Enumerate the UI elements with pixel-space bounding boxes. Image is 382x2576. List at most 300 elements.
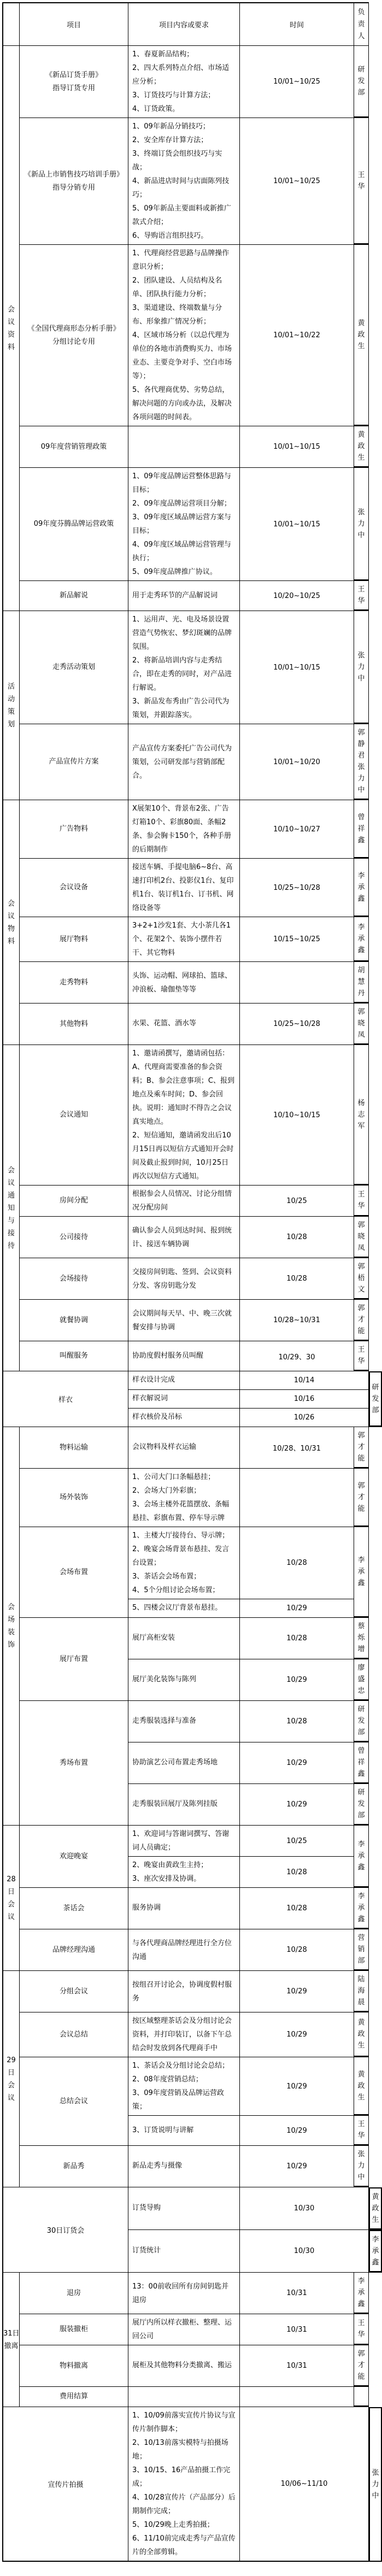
content-line: 2、团队建设、人员结构及名单、团队执行能力分析； <box>132 277 222 298</box>
content-line: 交接房间钥匙、签到、会议资料分发、客房钥匙分发 <box>132 1268 232 1290</box>
item-line: 茶话会 <box>63 1904 85 1912</box>
person-cell: 黄政生 <box>354 2012 369 2057</box>
item-line: 展厅物料 <box>59 935 88 943</box>
item-line: 走秀活动策划 <box>52 663 95 671</box>
item-line: 物料运输 <box>59 1443 88 1452</box>
content-line: 5、各代理商优势、劣势总结，解决问题的方向或办法，及解决各项问题的时间表。 <box>132 386 232 421</box>
content-wrap <box>132 1529 236 1597</box>
section-label-line: 策 <box>7 707 15 716</box>
item-cell <box>20 1971 128 2012</box>
table-row <box>2 2187 382 2230</box>
ghost-cell <box>369 2314 382 2345</box>
content-line: 1、春夏新品结构； <box>132 50 194 58</box>
content-cell <box>128 426 240 468</box>
ghost-cell <box>369 1659 382 1701</box>
section-label-line: 料 <box>7 937 15 946</box>
content-line: 3+2+1沙发1套、大小茶几各1个、花架2个、装饰小摆件若干、其它物料 <box>132 922 231 957</box>
section-label-line: 划 <box>7 720 15 729</box>
content-line: 3、终端订货会组织技巧与实战； <box>132 150 222 172</box>
item-cell <box>20 1701 128 1826</box>
content-line: 3、10/15、16产品拍摄工作完成； <box>132 2466 231 2488</box>
person-cell: 张力中 <box>354 611 369 724</box>
item-line: 09年度芬腾品牌运营政策 <box>33 520 114 528</box>
ghost-cell <box>369 1341 382 1371</box>
ghost-cell <box>369 2 382 46</box>
time-cell: 10/29 <box>240 2057 354 2116</box>
content-line: 3、09年度营销及品牌运营政策； <box>132 2089 224 2111</box>
ghost-cell <box>369 468 382 581</box>
content-cell <box>128 2345 240 2387</box>
person-cell: 陆海晨 <box>354 1971 369 2012</box>
item-line: 叫醒服务 <box>59 1352 88 1360</box>
item-line: 就餐协调 <box>59 1316 88 1324</box>
content-line: 1、茶话会及分组讨论会总结； <box>132 2062 230 2070</box>
time-cell: 10/01~10/15 <box>240 468 354 581</box>
content-wrap <box>132 919 236 960</box>
time-cell: 10/28 <box>240 1857 354 1888</box>
time-cell: 10/29 <box>240 1971 354 2012</box>
ghost-cell <box>369 800 382 859</box>
content-line: 5、四楼会议厅背景布悬挂。 <box>132 1604 222 1612</box>
ghost-cell <box>369 1300 382 1341</box>
item-cell <box>20 1527 128 1618</box>
content-cell <box>128 859 240 917</box>
content-wrap <box>132 2390 236 2404</box>
content-line: 新品走秀与摄像 <box>132 2162 183 2170</box>
item-line: 广告物料 <box>59 825 88 833</box>
content-cell <box>128 1469 240 1527</box>
person-cell: 研发部 <box>354 1701 369 1742</box>
content-line: 3、座次安排及协调。 <box>132 1875 201 1883</box>
content-wrap <box>132 439 236 454</box>
item-cell <box>20 2057 128 2146</box>
content-line: 走秀服装回展厅及陈列挂版 <box>132 1800 218 1808</box>
ghost-cell <box>369 1888 382 1929</box>
table-row <box>2 1527 382 1599</box>
person-cell: 李承鑫 <box>369 2230 382 2273</box>
person-cell: 曾祥鑫 <box>354 800 369 859</box>
content-cell <box>128 1971 240 2012</box>
content-line: 产品宣传方案委托广告公司代为策划，公司研发部与营销部配合。 <box>132 744 232 780</box>
content-wrap <box>132 2014 236 2055</box>
table-row <box>2 1469 382 1527</box>
table-row <box>2 962 382 1004</box>
table-row <box>2 468 382 581</box>
content-wrap <box>132 1673 236 1687</box>
time-cell: 10/20~10/25 <box>240 581 354 611</box>
content-cell <box>128 962 240 1004</box>
content-cell <box>128 1258 240 1300</box>
content-wrap <box>132 742 236 783</box>
table-row <box>2 2273 382 2314</box>
ghost-cell <box>369 1045 382 1186</box>
section-label-line: 通 <box>7 1191 15 1200</box>
content-wrap <box>132 1978 236 2005</box>
section-label-line: 物 <box>7 924 15 933</box>
item-line: 欢迎晚宴 <box>59 1852 88 1861</box>
content-cell <box>128 468 240 581</box>
time-cell: 10/31 <box>240 2273 354 2314</box>
person-cell: 营销部 <box>354 1929 369 1971</box>
table-row <box>2 2012 382 2057</box>
item-cell <box>20 611 128 724</box>
ghost-cell <box>369 1427 382 1469</box>
item-cell <box>20 2273 128 2314</box>
person-cell: 李承鑫 <box>354 1888 369 1929</box>
item-line: 物料撤离 <box>59 2361 88 2370</box>
content-wrap <box>132 1631 236 1646</box>
content-line: 接送车辆、手提电脑6~8台、高速打印机2台、投影仪1台、复印机1台、装订机1台、订书机、网络设备等 <box>132 863 234 912</box>
content-cell <box>128 1826 240 1857</box>
time-cell: 10/28 <box>240 1929 354 1971</box>
ghost-cell <box>369 2057 382 2116</box>
item-cell <box>20 1341 128 1371</box>
time-cell: 10/28、10/31 <box>240 1427 354 1469</box>
content-wrap <box>132 1901 236 1916</box>
content-cell <box>128 1409 240 1427</box>
person-cell: 廖盛忠 <box>354 1659 369 1701</box>
time-cell: 10/01~10/15 <box>240 611 354 724</box>
section-merged-title: 宣传片拍摄 <box>2 2407 128 2562</box>
ghost-cell <box>369 1217 382 1258</box>
content-cell <box>128 1045 240 1186</box>
item-line: 退房 <box>66 2289 81 2297</box>
content-line: 3、茶话会会场布置； <box>132 1572 201 1581</box>
item-line: 房间分配 <box>59 1196 88 1205</box>
content-cell <box>128 1659 240 1701</box>
content-line: 1、运用声、光、电及场景设置营造气势恢宏、梦幻斑斓的品牌氛围。 <box>132 615 232 651</box>
person-cell: 研发部 <box>354 46 369 118</box>
content-cell <box>128 1888 240 1929</box>
item-line: 会议总结 <box>59 2030 88 2039</box>
person-cell: 李承鑫 <box>354 859 369 917</box>
table-row <box>2 2387 382 2407</box>
section-label-line: 料 <box>7 343 15 351</box>
section-label-line: 会 <box>7 1166 15 1175</box>
time-cell: 10/29 <box>240 2146 354 2187</box>
time-cell: 10/25 <box>240 1826 354 1857</box>
content-line: 3、09年度区域品牌运营方案与目标； <box>132 513 231 535</box>
content-wrap <box>132 2280 236 2307</box>
section-label <box>2 2273 20 2407</box>
item-line: 《全国代理商形态分析手册》 <box>27 324 120 333</box>
time-cell: 10/30 <box>240 2230 369 2273</box>
time-cell: 10/30 <box>240 2187 369 2230</box>
content-wrap <box>132 2244 236 2258</box>
content-line: 5、09年度品牌推广协议。 <box>132 568 217 576</box>
table-row <box>2 1217 382 1258</box>
content-wrap <box>132 1187 236 1214</box>
item-cell <box>20 1929 128 1971</box>
time-cell: 10/28 <box>240 1618 354 1659</box>
content-line: 1、邀请函撰写，邀请函包括：A、代理商需要准备的参会资料；B、参会注意事项；C、报到地点及乘车时间；D、参会回执。说明：通知时不得告之会议真实地点。 <box>132 1049 234 1126</box>
ghost-cell <box>369 581 382 611</box>
table-row <box>2 581 382 611</box>
item-cell <box>20 245 128 426</box>
content-cell <box>128 1427 240 1469</box>
content-line: 订货统计 <box>132 2246 161 2255</box>
item-line: 展厅布置 <box>59 1654 88 1663</box>
ghost-cell <box>369 962 382 1004</box>
table-row <box>2 1300 382 1341</box>
time-cell: 10/25~10/28 <box>240 1004 354 1045</box>
person-cell: 黄政生 <box>369 2187 382 2230</box>
content-line: 1、公司大门口条幅悬挂； <box>132 1473 215 1481</box>
item-line: 新品秀 <box>63 2162 85 2170</box>
content-cell <box>128 611 240 724</box>
content-cell <box>128 1186 240 1217</box>
item-cell <box>20 1826 128 1888</box>
content-line: 根据参会人员情况、讨论分组情况分配房间 <box>132 1190 232 1212</box>
content-line: 4、订货政策。 <box>132 105 180 113</box>
ghost-cell <box>369 245 382 426</box>
content-wrap <box>132 247 236 424</box>
table-row <box>2 800 382 859</box>
item-line: 《新品订货手册》 <box>45 71 102 79</box>
content-cell <box>128 118 240 245</box>
person-cell: 黄政生 <box>354 2057 369 2116</box>
section-label <box>2 800 20 1045</box>
content-cell <box>128 2187 240 2230</box>
content-line: 走秀服装选择与准备 <box>132 1717 197 1725</box>
content-line: 5、09年新品主要面料或新推广款式介绍； <box>132 204 231 226</box>
item-cell <box>20 2012 128 2057</box>
ghost-cell <box>369 118 382 245</box>
section-label-line: 议 <box>7 1912 15 1921</box>
content-wrap <box>132 1601 236 1616</box>
content-wrap <box>132 1470 236 1525</box>
person-cell: 王华 <box>354 581 369 611</box>
item-cell <box>20 1888 128 1929</box>
section-label-line: 28 <box>7 1875 16 1883</box>
person-cell: 郭晓凤 <box>354 1217 369 1258</box>
ghost-cell <box>369 1971 382 2012</box>
ghost-cell <box>369 1742 382 1784</box>
content-wrap <box>132 1440 236 1455</box>
content-line: 2、晚宴会场背景布悬挂、发言台设置； <box>132 1545 230 1567</box>
section-label-line: 议 <box>7 912 15 920</box>
content-cell <box>128 1857 240 1888</box>
ghost-cell <box>369 917 382 962</box>
table-row <box>2 2057 382 2116</box>
content-wrap <box>132 2358 236 2373</box>
content-cell <box>128 2407 240 2562</box>
person-cell: 王华 <box>354 2314 369 2345</box>
person-cell: 胡慧丹 <box>354 962 369 1004</box>
ghost-cell <box>369 1527 382 1599</box>
content-line: 2、10/13前落实模特与拍摄场地； <box>132 2439 228 2461</box>
section-label <box>2 1045 20 1371</box>
item-cell <box>20 2314 128 2345</box>
content-cell <box>128 2273 240 2314</box>
item-line: 产品宣传片方案 <box>49 758 99 766</box>
content-line: 6、导购语言组织技巧。 <box>132 232 208 240</box>
ghost-cell <box>369 1004 382 1045</box>
content-wrap <box>132 1827 236 1855</box>
content-cell <box>128 1217 240 1258</box>
section-label-line: 装 <box>7 1628 15 1636</box>
content-wrap <box>132 2316 236 2343</box>
content-line: 1、代理商经营思路与品牌操作意识分析； <box>132 249 230 271</box>
content-line: 1、10/09前落实宣传片协议与宣传片制作脚本； <box>132 2411 236 2433</box>
content-line: 展厅美化装饰与陈列 <box>132 1675 197 1683</box>
time-cell: 10/28~10/31 <box>240 1300 354 1341</box>
ghost-cell <box>369 426 382 468</box>
content-cell <box>128 2057 240 2116</box>
content-line: 5、10/29晚上走秀拍摄； <box>132 2521 214 2529</box>
item-line: 指导订货专用 <box>52 84 95 92</box>
section-label-line: 会 <box>7 899 15 908</box>
item-cell <box>20 1427 128 1469</box>
content-line: 样衣设计完成 <box>132 1376 175 1384</box>
content-cell <box>128 2230 240 2273</box>
ghost-cell <box>369 611 382 724</box>
time-cell: 10/06~11/10 <box>240 2407 369 2562</box>
person-cell: 曾祥鑫 <box>354 1742 369 1784</box>
content-line: 2、将新品培训内容与走秀结合，即在走秀的同时，对产品进行解说。 <box>132 656 232 692</box>
content-line: 13：00前收回所有房间钥匙并退房 <box>132 2282 229 2304</box>
content-cell <box>128 245 240 426</box>
content-wrap <box>132 1373 236 1388</box>
content-wrap <box>132 470 236 579</box>
content-line: 服务协调 <box>132 1904 161 1912</box>
item-cell <box>20 2146 128 2187</box>
time-cell: 10/26 <box>240 1409 369 1427</box>
time-cell: 10/29 <box>240 1784 354 1826</box>
section-label-line: 会 <box>7 1603 15 1611</box>
item-cell <box>20 800 128 859</box>
time-cell: 10/29 <box>240 1599 354 1618</box>
table-row <box>2 859 382 917</box>
content-wrap <box>132 1756 236 1770</box>
ghost-cell <box>369 2345 382 2387</box>
content-line: 2、短信通知，邀请函发出后10月15日再以短信方式通知开会时间及截止报到时间，10月25日再次以短信方式通知。 <box>132 1131 234 1181</box>
schedule-page <box>0 2 382 2562</box>
time-cell: 10/16 <box>240 1390 369 1409</box>
content-line: 用于走秀环节的产品解说词 <box>132 591 218 600</box>
time-cell <box>240 962 354 1004</box>
content-cell <box>128 1527 240 1599</box>
content-line: 订货导购 <box>132 2204 161 2212</box>
header-item: 项目 <box>20 2 128 46</box>
time-cell: 10/10~10/27 <box>240 800 354 859</box>
section-label-line: 29 <box>7 2056 16 2064</box>
person-cell: 研发部 <box>354 1784 369 1826</box>
content-line: X展架10个、背景布2张、广告灯箱10个、彩旗80面、条幅2条、参会胸卡150个，各种手册的后期制作 <box>132 805 231 854</box>
item-line: 服装撤柜 <box>59 2325 88 2333</box>
person-cell: 杨志军 <box>354 1045 369 1186</box>
content-line: 头饰、运动帽、网球拍、篮球、冲浪板、瑜伽垫等等 <box>132 971 232 994</box>
item-cell <box>20 1469 128 1527</box>
item-line: 秀场布置 <box>59 1758 88 1767</box>
item-line: 会议设备 <box>59 883 88 891</box>
content-line: 展柜及其他物料分类撤离、搬运 <box>132 2361 232 2369</box>
ghost-cell <box>369 859 382 917</box>
content-line: 4、5个分组讨论会场布置； <box>132 1586 220 1594</box>
item-line: 场外装饰 <box>59 1493 88 1501</box>
content-wrap <box>132 1017 236 1031</box>
time-cell: 10/28 <box>240 1527 354 1599</box>
ghost-cell <box>369 1258 382 1300</box>
content-wrap <box>132 48 236 116</box>
content-cell <box>128 1742 240 1784</box>
ghost-cell <box>369 2273 382 2314</box>
ghost-cell <box>369 724 382 800</box>
content-line: 会议物料及样衣运输 <box>132 1443 197 1451</box>
content-line: 样衣核价及吊标 <box>132 1413 183 1421</box>
content-line: 按区域整理茶话会及分组讨论会资料，并打印装订，以备下午总结会时发放到各代理商手中 <box>132 2017 232 2052</box>
time-cell: 10/01~10/25 <box>240 118 354 245</box>
header-content: 项目内容或要求 <box>128 2 240 46</box>
content-wrap <box>132 1797 236 1812</box>
time-cell: 10/25 <box>240 1186 354 1217</box>
person-cell: 王华 <box>354 118 369 245</box>
ghost-cell <box>369 2116 382 2146</box>
content-wrap <box>132 1392 236 1406</box>
content-wrap <box>132 120 236 243</box>
item-cell <box>20 724 128 800</box>
content-cell <box>128 2012 240 2057</box>
item-line: 费用结算 <box>59 2392 88 2401</box>
time-cell: 10/31 <box>240 2345 354 2387</box>
content-line: 2、09年度品牌运营项目分解； <box>132 500 231 508</box>
header-time: 时间 <box>240 2 354 46</box>
person-cell: 王华 <box>354 1186 369 1217</box>
item-cell <box>20 1618 128 1701</box>
section-label-line: 场 <box>7 1616 15 1624</box>
content-wrap <box>132 1047 236 1183</box>
time-cell: 10/29 <box>240 1659 354 1701</box>
person-cell: 黄政生 <box>354 426 369 468</box>
time-cell: 10/01~10/15 <box>240 426 354 468</box>
content-wrap <box>132 860 236 915</box>
item-cell <box>20 2345 128 2387</box>
content-line: 按组召开讨论会，协调度假村服务 <box>132 1980 232 2003</box>
header-person: 负责人 <box>354 2 369 46</box>
person-cell <box>354 2387 369 2407</box>
item-line: 09年度营销管理政策 <box>40 442 107 451</box>
ghost-cell <box>369 1618 382 1659</box>
section-label-line: 会 <box>7 1900 15 1909</box>
content-cell <box>128 724 240 800</box>
item-cell <box>20 46 128 118</box>
ghost-cell <box>369 2387 382 2407</box>
content-wrap <box>132 2123 236 2138</box>
person-cell: 李承鑫 <box>354 1527 369 1618</box>
content-line: 4、09年度区域品牌运营管理与执行； <box>132 541 231 562</box>
table-row <box>2 1929 382 1971</box>
item-cell <box>20 917 128 962</box>
content-line: 3、订货技巧与计算方法； <box>132 91 215 99</box>
item-line: 走秀物料 <box>59 978 88 987</box>
content-line: 水果、花篮、酒水等 <box>132 1019 197 1028</box>
table-row <box>2 917 382 962</box>
ghost-cell <box>369 1784 382 1826</box>
table-row <box>2 426 382 468</box>
content-cell <box>128 1371 240 1390</box>
content-line: 1、09年新品分销技巧； <box>132 122 210 131</box>
header-row <box>2 2 382 46</box>
item-line: 公司接待 <box>59 1233 88 1241</box>
person-cell: 郭才能 <box>354 1427 369 1469</box>
content-line: 1、09年度品牌运营整体思路与目标； <box>132 472 231 494</box>
item-line: 会议通知 <box>59 1111 88 1119</box>
table-row <box>2 1701 382 1742</box>
content-line: 4、新品进店时间与店面陈列技巧； <box>132 177 230 199</box>
item-cell <box>20 1045 128 1186</box>
section-label-line: 会 <box>7 2081 15 2090</box>
time-cell: 10/29 <box>240 2116 354 2146</box>
